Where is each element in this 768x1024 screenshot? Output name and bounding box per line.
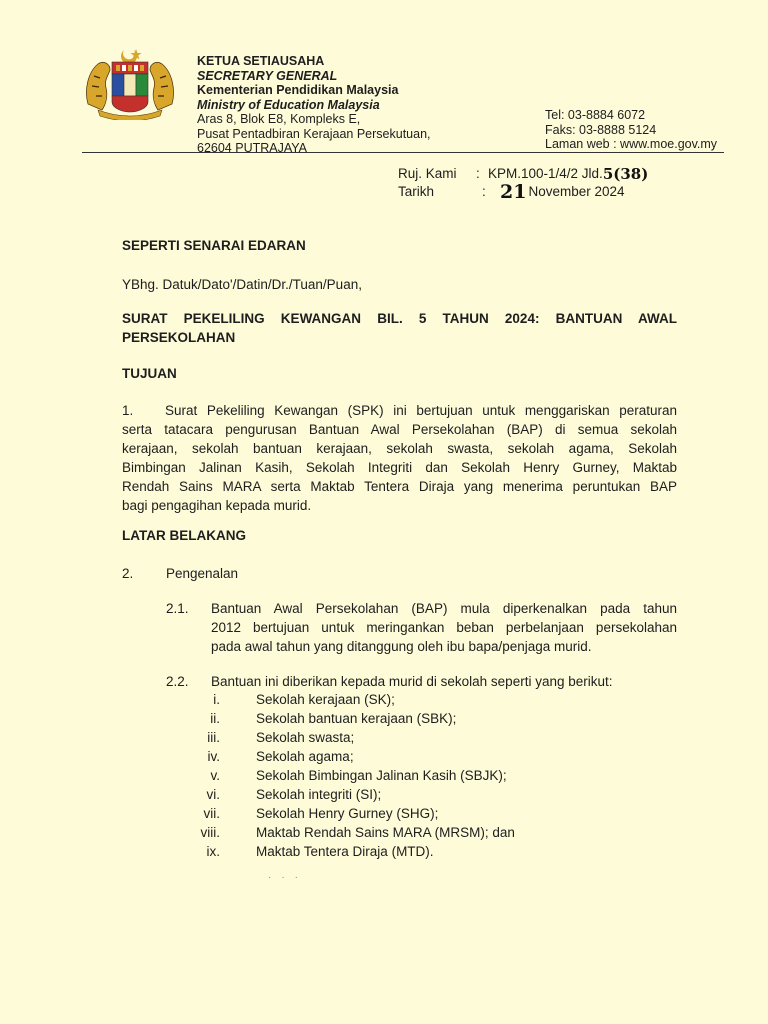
list-item: Sekolah Bimbingan Jalinan Kasih (SBJK); bbox=[256, 768, 507, 783]
list-item: Sekolah integriti (SI); bbox=[256, 787, 382, 802]
section-tujuan: TUJUAN bbox=[122, 366, 177, 381]
para1-line-6: bagi pengagihan kepada murid. bbox=[122, 498, 312, 513]
para1-line-1: Surat Pekeliling Kewangan (SPK) ini bertujuan untuk menggariskan peraturan bbox=[165, 403, 677, 418]
list-item: Maktab Rendah Sains MARA (MRSM); dan bbox=[256, 825, 515, 840]
list-item: Sekolah agama; bbox=[256, 749, 354, 764]
para1-line-4: Bimbingan Jalinan Kasih, Sekolah Integriti dan Sekolah Henry Gurney, Maktab bbox=[122, 460, 677, 475]
title-english: SECRETARY GENERAL bbox=[197, 68, 338, 83]
subject-line-1: SURAT PEKELILING KEWANGAN BIL. 5 TAHUN 2024: BANTUAN AWAL bbox=[122, 311, 677, 326]
list-item-number: iii. bbox=[207, 730, 220, 745]
malaysia-coat-of-arms-logo bbox=[80, 46, 180, 120]
para2-title: Pengenalan bbox=[166, 566, 239, 581]
subject-line-2: PERSEKOLAHAN bbox=[122, 330, 236, 345]
section-latar-belakang: LATAR BELAKANG bbox=[122, 528, 246, 543]
list-item-number: vii. bbox=[203, 806, 220, 821]
scan-specks-decoration: ··· bbox=[268, 872, 308, 883]
para2-1-line-1: Bantuan Awal Persekolahan (BAP) mula diperkenalkan pada tahun bbox=[211, 601, 677, 616]
reference-label: Ruj. Kami bbox=[398, 166, 457, 181]
list-item-number: ix. bbox=[206, 844, 220, 859]
list-item-number: i. bbox=[213, 692, 220, 707]
title-malay: KETUA SETIAUSAHA bbox=[197, 54, 325, 68]
letterhead-divider bbox=[82, 152, 724, 153]
reference-value: KPM.100-1/4/2 Jld. bbox=[488, 166, 603, 181]
date-value: November 2024 bbox=[528, 184, 625, 199]
para1-line-5: Rendah Sains MARA serta Maktab Tentera Diraja yang menerima peruntukan BAP bbox=[122, 479, 677, 494]
fax: Faks: 03-8888 5124 bbox=[545, 122, 657, 137]
reference-block bbox=[398, 165, 648, 201]
para1-line-2: serta tatacara pengurusan Bantuan Awal Persekolahan (BAP) di semua sekolah bbox=[122, 422, 677, 437]
website: Laman web : www.moe.gov.my bbox=[545, 137, 718, 151]
recipient-heading: SEPERTI SENARAI EDARAN bbox=[122, 238, 306, 253]
list-item-number: v. bbox=[210, 768, 220, 783]
address-line-2: Pusat Pentadbiran Kerajaan Persekutuan, bbox=[197, 126, 431, 141]
para2-1-number: 2.1. bbox=[166, 601, 189, 616]
para2-1-line-3: pada awal tahun yang ditanggung oleh ibu bapa/penjaga murid. bbox=[211, 639, 592, 654]
para2-2-text: Bantuan ini diberikan kepada murid di sekolah seperti yang berikut: bbox=[211, 674, 613, 689]
reference-handwritten: 5(38) bbox=[602, 165, 649, 183]
letterhead-organisation bbox=[197, 54, 431, 156]
date-label: Tarikh bbox=[398, 184, 435, 199]
date-row bbox=[398, 183, 648, 201]
list-item: Sekolah bantuan kerajaan (SBK); bbox=[256, 711, 457, 726]
telephone: Tel: 03-8884 6072 bbox=[545, 108, 646, 122]
letterhead-contact bbox=[545, 108, 717, 152]
list-item-number: iv. bbox=[207, 749, 220, 764]
address-line-3: 62604 PUTRAJAYA bbox=[197, 141, 308, 155]
list-item: Sekolah swasta; bbox=[256, 730, 355, 745]
para2-number: 2. bbox=[122, 566, 134, 581]
date-handwritten-day: 21 bbox=[500, 181, 527, 203]
list-item: Sekolah kerajaan (SK); bbox=[256, 692, 395, 707]
para1-number: 1. bbox=[122, 403, 134, 418]
list-item: Sekolah Henry Gurney (SHG); bbox=[256, 806, 439, 821]
ministry-malay: Kementerian Pendidikan Malaysia bbox=[197, 83, 399, 97]
list-item-number: vi. bbox=[206, 787, 220, 802]
address-line-1: Aras 8, Blok E8, Kompleks E, bbox=[197, 112, 361, 126]
para2-1-line-2: 2012 bertujuan untuk meringankan beban perbelanjaan persekolahan bbox=[211, 620, 677, 635]
list-item-number: ii. bbox=[210, 711, 220, 726]
reference-colon: : bbox=[476, 166, 480, 181]
date-colon: : bbox=[482, 184, 486, 199]
para2-2-number: 2.2. bbox=[166, 674, 189, 689]
list-item: Maktab Tentera Diraja (MTD). bbox=[256, 844, 434, 859]
ministry-english: Ministry of Education Malaysia bbox=[197, 97, 380, 112]
salutation: YBhg. Datuk/Dato'/Datin/Dr./Tuan/Puan, bbox=[122, 277, 362, 292]
list-item-number: viii. bbox=[200, 825, 220, 840]
para1-line-3: kerajaan, sekolah bantuan kerajaan, sekolah swasta, sekolah agama, Sekolah bbox=[122, 441, 677, 456]
